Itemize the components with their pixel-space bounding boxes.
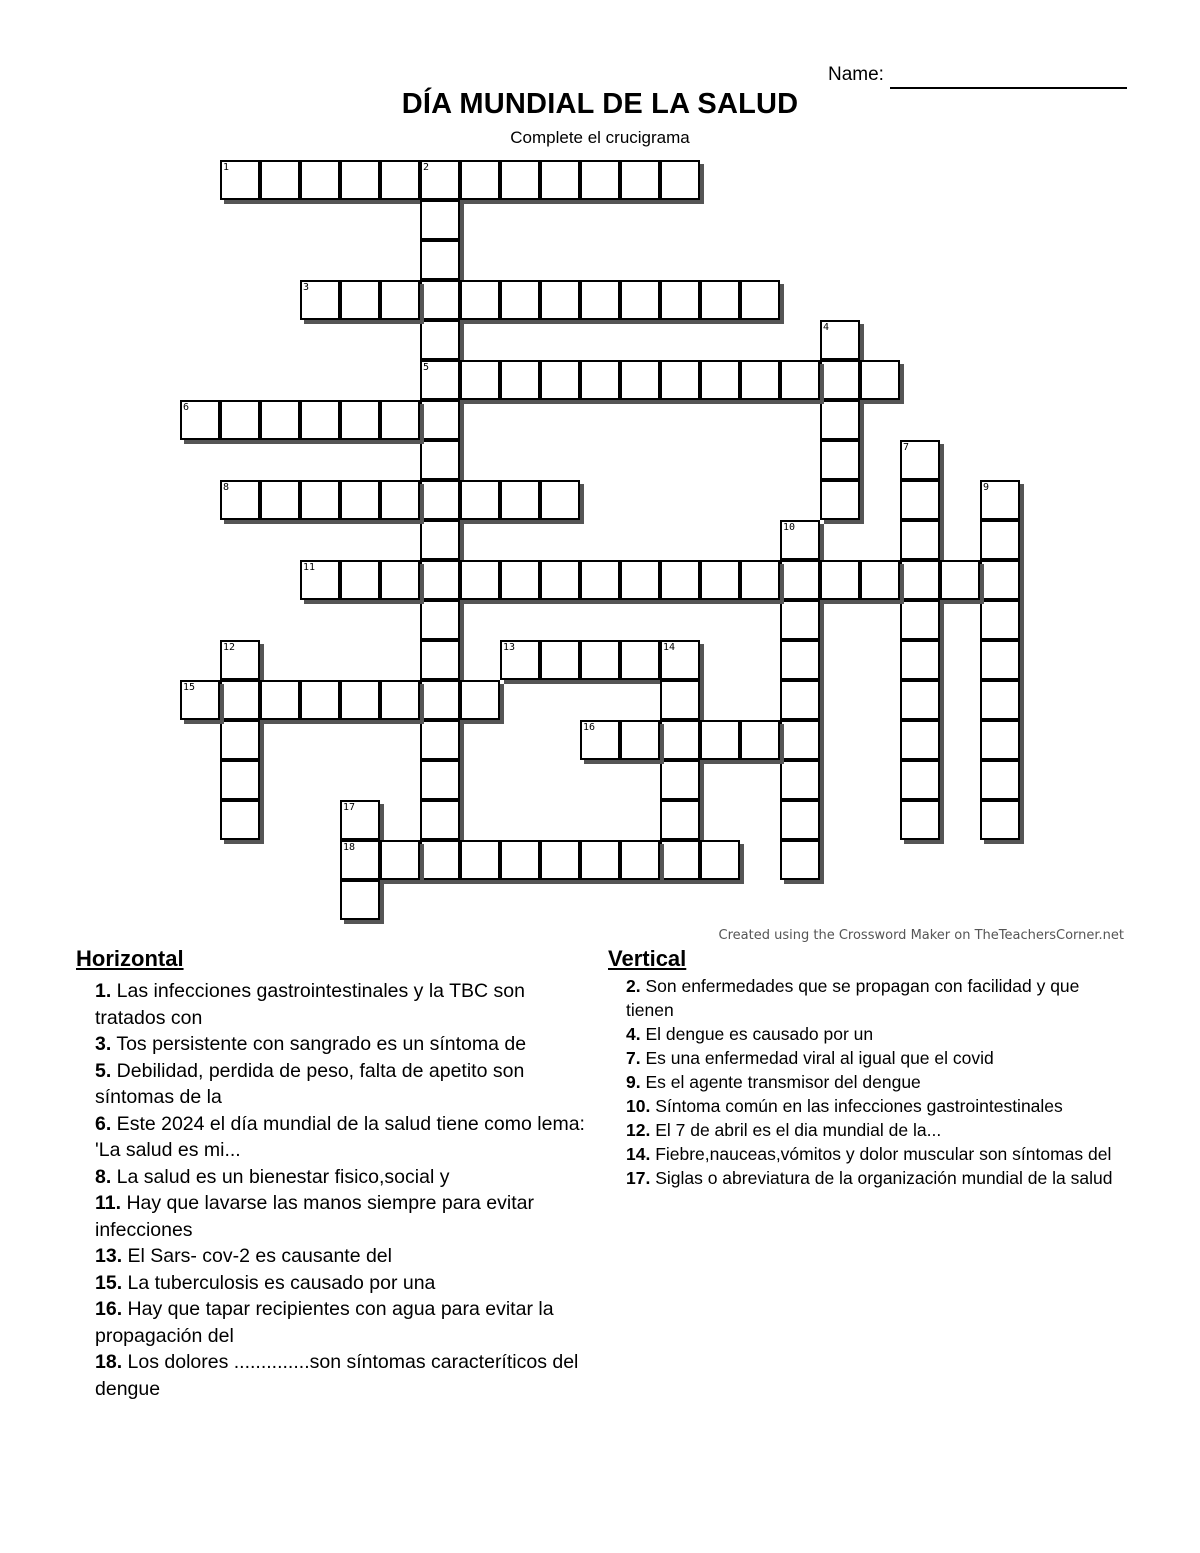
clue-number: 15: [183, 682, 196, 693]
clue-text: Es el agente transmisor del dengue: [640, 1072, 921, 1092]
clue-text: Debilidad, perdida de peso, falta de apetito son síntomas de la: [95, 1059, 525, 1108]
crossword-cell[interactable]: [740, 560, 780, 600]
crossword-cell[interactable]: [420, 360, 460, 400]
crossword-cell[interactable]: [220, 680, 260, 720]
clue-text: El dengue es causado por un: [640, 1024, 874, 1044]
crossword-cell[interactable]: [780, 600, 820, 640]
down-clue: [626, 1142, 1126, 1166]
crossword-cell[interactable]: [300, 160, 340, 200]
crossword-cell[interactable]: [980, 640, 1020, 680]
crossword-cell[interactable]: [900, 760, 940, 800]
crossword-cell[interactable]: [820, 440, 860, 480]
crossword-cell[interactable]: [660, 760, 700, 800]
crossword-cell[interactable]: [580, 840, 620, 880]
crossword-cell[interactable]: [220, 160, 260, 200]
crossword-cell[interactable]: [620, 360, 660, 400]
clue-text: Las infecciones gastrointestinales y la TBC son tratados con: [95, 980, 525, 1029]
crossword-cell[interactable]: [460, 840, 500, 880]
clue-num: 10.: [626, 1096, 651, 1116]
crossword-cell[interactable]: [540, 480, 580, 520]
crossword-cell[interactable]: [940, 560, 980, 600]
clue-num: 16.: [95, 1298, 123, 1320]
across-clue: [95, 1190, 595, 1243]
crossword-cell[interactable]: [660, 840, 700, 880]
clue-num: 13.: [95, 1245, 123, 1267]
clue-number: 2: [423, 162, 430, 173]
crossword-cell[interactable]: [500, 160, 540, 200]
clue-text: El Sars- cov-2 es causante del: [122, 1245, 392, 1267]
crossword-cell[interactable]: [860, 560, 900, 600]
crossword-cell[interactable]: [340, 280, 380, 320]
clue-number: 13: [503, 642, 516, 653]
clue-num: 1.: [95, 980, 112, 1002]
crossword-cell[interactable]: [980, 480, 1020, 520]
clue-number: 3: [303, 282, 310, 293]
clue-number: 4: [823, 322, 830, 333]
crossword-cell[interactable]: [820, 360, 860, 400]
down-clue: [626, 1166, 1126, 1190]
crossword-cell[interactable]: [180, 400, 220, 440]
crossword-cell[interactable]: [380, 840, 420, 880]
crossword-cell[interactable]: [980, 760, 1020, 800]
crossword-cell[interactable]: [340, 680, 380, 720]
crossword-cell[interactable]: [500, 560, 540, 600]
clue-text: Fiebre,nauceas,vómitos y dolor muscular son síntomas del: [650, 1144, 1112, 1164]
crossword-cell[interactable]: [980, 720, 1020, 760]
crossword-cell[interactable]: [420, 400, 460, 440]
clue-num: 15.: [95, 1271, 123, 1294]
crossword-cell[interactable]: [660, 560, 700, 600]
crossword-cell[interactable]: [820, 560, 860, 600]
crossword-cell[interactable]: [780, 520, 820, 560]
crossword-cell[interactable]: [420, 640, 460, 680]
crossword-cell[interactable]: [220, 720, 260, 760]
crossword-cell[interactable]: [980, 680, 1020, 720]
crossword-cell[interactable]: [820, 400, 860, 440]
clue-text: La tuberculosis es causado por una: [122, 1271, 436, 1294]
name-label: Name:: [828, 64, 884, 85]
clue-text: El 7 de abril es el dia mundial de la...: [650, 1120, 942, 1140]
clue-number: 9: [983, 482, 990, 493]
crossword-cell[interactable]: [420, 440, 460, 480]
crossword-cell[interactable]: [580, 560, 620, 600]
clue-number: 8: [223, 482, 230, 493]
crossword-cell[interactable]: [420, 560, 460, 600]
clue-num: 12.: [626, 1120, 651, 1140]
crossword-cell[interactable]: [660, 800, 700, 840]
crossword-cell[interactable]: [540, 840, 580, 880]
crossword-cell[interactable]: [420, 720, 460, 760]
crossword-cell[interactable]: [620, 160, 660, 200]
crossword-cell[interactable]: [220, 760, 260, 800]
clue-text: Son enfermedades que se propagan con facilidad y que tienen: [626, 976, 1080, 1020]
crossword-cell[interactable]: [380, 160, 420, 200]
crossword-cell[interactable]: [420, 280, 460, 320]
crossword-cell[interactable]: [340, 800, 380, 840]
crossword-cell[interactable]: [660, 640, 700, 680]
crossword-cell[interactable]: [780, 720, 820, 760]
clue-num: 17.: [626, 1168, 651, 1188]
crossword-cell[interactable]: [380, 680, 420, 720]
crossword-cell[interactable]: [700, 280, 740, 320]
crossword-cell[interactable]: [780, 640, 820, 680]
crossword-cell[interactable]: [780, 360, 820, 400]
crossword-cell[interactable]: [980, 600, 1020, 640]
crossword-cell[interactable]: [740, 280, 780, 320]
across-heading: Horizontal: [76, 946, 184, 971]
down-heading: Vertical: [608, 946, 687, 971]
crossword-cell[interactable]: [900, 560, 940, 600]
crossword-cell[interactable]: [540, 160, 580, 200]
clue-num: 3.: [95, 1033, 112, 1055]
crossword-cell[interactable]: [780, 800, 820, 840]
crossword-cell[interactable]: [460, 280, 500, 320]
clue-num: 5.: [95, 1059, 112, 1082]
crossword-cell[interactable]: [300, 680, 340, 720]
clue-number: 7: [903, 442, 910, 453]
crossword-cell[interactable]: [700, 360, 740, 400]
clue-text: Tos persistente con sangrado es un síntoma de: [111, 1033, 527, 1055]
clue-num: 18.: [95, 1351, 123, 1373]
clue-text: Hay que lavarse las manos siempre para evitar infecciones: [95, 1192, 534, 1241]
crossword-cell[interactable]: [500, 360, 540, 400]
crossword-cell[interactable]: [420, 800, 460, 840]
crossword-cell[interactable]: [780, 840, 820, 880]
crossword-cell[interactable]: [900, 520, 940, 560]
across-clue: [95, 1296, 595, 1349]
crossword-cell[interactable]: [380, 480, 420, 520]
credit-text: Created using the Crossword Maker on TheTeachersCorner.net: [718, 928, 1124, 943]
across-clues: [95, 978, 595, 1402]
crossword-cell[interactable]: [900, 440, 940, 480]
crossword-cell[interactable]: [780, 760, 820, 800]
clue-num: 4.: [626, 1024, 641, 1044]
across-clue: [95, 1031, 595, 1058]
crossword-cell[interactable]: [540, 560, 580, 600]
crossword-cell[interactable]: [980, 520, 1020, 560]
crossword-cell[interactable]: [540, 360, 580, 400]
crossword-cell[interactable]: [620, 640, 660, 680]
crossword-cell[interactable]: [420, 680, 460, 720]
crossword-cell[interactable]: [660, 280, 700, 320]
crossword-cell[interactable]: [540, 280, 580, 320]
crossword-cell[interactable]: [260, 680, 300, 720]
clue-num: 11.: [95, 1192, 122, 1214]
crossword-cell[interactable]: [420, 160, 460, 200]
crossword-cell[interactable]: [580, 720, 620, 760]
crossword-cell[interactable]: [740, 720, 780, 760]
clue-number: 14: [663, 642, 676, 653]
crossword-cell[interactable]: [620, 720, 660, 760]
crossword-cell[interactable]: [420, 480, 460, 520]
crossword-cell[interactable]: [340, 480, 380, 520]
across-clue: [95, 1111, 595, 1164]
crossword-cell[interactable]: [740, 360, 780, 400]
crossword-cell[interactable]: [340, 160, 380, 200]
crossword-cell[interactable]: [220, 480, 260, 520]
down-clue: [626, 1046, 1126, 1070]
down-clue: [626, 1094, 1126, 1118]
crossword-cell[interactable]: [620, 560, 660, 600]
page-title: DÍA MUNDIAL DE LA SALUD: [401, 88, 799, 120]
crossword-cell[interactable]: [300, 480, 340, 520]
crossword-cell[interactable]: [700, 840, 740, 880]
page-subtitle: Complete el crucigrama: [510, 128, 690, 147]
across-clue: [95, 1349, 595, 1402]
crossword-cell[interactable]: [900, 680, 940, 720]
crossword-cell[interactable]: [260, 160, 300, 200]
crossword-cell[interactable]: [500, 280, 540, 320]
crossword-cell[interactable]: [420, 520, 460, 560]
crossword-cell[interactable]: [420, 840, 460, 880]
crossword-cell[interactable]: [460, 160, 500, 200]
clue-number: 5: [423, 362, 430, 373]
crossword-cell[interactable]: [660, 160, 700, 200]
crossword-cell[interactable]: [980, 560, 1020, 600]
crossword-cell[interactable]: [900, 800, 940, 840]
crossword-cell[interactable]: [420, 320, 460, 360]
across-clue: [95, 978, 595, 1031]
crossword-cell[interactable]: [180, 680, 220, 720]
crossword-cell[interactable]: [580, 280, 620, 320]
across-clue: [95, 1164, 595, 1191]
crossword-cell[interactable]: [420, 760, 460, 800]
crossword-cell[interactable]: [660, 720, 700, 760]
crossword-cell[interactable]: [580, 640, 620, 680]
crossword-cell[interactable]: [340, 880, 380, 920]
clue-number: 12: [223, 642, 236, 653]
crossword-cell[interactable]: [260, 400, 300, 440]
crossword-cell[interactable]: [900, 480, 940, 520]
clue-num: 9.: [626, 1072, 641, 1092]
clue-number: 10: [783, 522, 796, 533]
crossword-cell[interactable]: [900, 640, 940, 680]
crossword-cell[interactable]: [300, 280, 340, 320]
crossword-cell[interactable]: [980, 800, 1020, 840]
crossword-cell[interactable]: [420, 200, 460, 240]
crossword-cell[interactable]: [540, 640, 580, 680]
clue-num: 14.: [626, 1144, 651, 1164]
crossword-cell[interactable]: [460, 680, 500, 720]
clue-number: 16: [583, 722, 596, 733]
clue-num: 6.: [95, 1112, 112, 1135]
down-clue: [626, 1070, 1126, 1094]
clue-num: 7.: [626, 1048, 641, 1068]
crossword-cell[interactable]: [460, 360, 500, 400]
crossword-cell[interactable]: [460, 560, 500, 600]
crossword-cell[interactable]: [620, 840, 660, 880]
crossword-cell[interactable]: [820, 320, 860, 360]
crossword-cell[interactable]: [900, 720, 940, 760]
clue-text: Hay que tapar recipientes con agua para evitar la propagación del: [95, 1298, 554, 1347]
crossword-cell[interactable]: [220, 640, 260, 680]
crossword-cell[interactable]: [860, 360, 900, 400]
down-clue: [626, 974, 1126, 1022]
across-clue: [95, 1243, 595, 1270]
crossword-cell[interactable]: [300, 400, 340, 440]
crossword-cell[interactable]: [580, 160, 620, 200]
crossword-cell[interactable]: [260, 480, 300, 520]
clue-text: Este 2024 el día mundial de la salud tiene como lema: 'La salud es mi...: [95, 1112, 585, 1161]
crossword-cell[interactable]: [340, 400, 380, 440]
clue-num: 2.: [626, 976, 641, 996]
clue-text: Los dolores ..............son síntomas caracteríticos del dengue: [95, 1351, 579, 1400]
clue-number: 17: [343, 802, 356, 813]
crossword-cell[interactable]: [660, 360, 700, 400]
crossword-cell[interactable]: [780, 560, 820, 600]
clue-number: 11: [303, 562, 316, 573]
crossword-cell[interactable]: [300, 560, 340, 600]
crossword-cell[interactable]: [500, 480, 540, 520]
crossword-cell[interactable]: [900, 600, 940, 640]
crossword-cell[interactable]: [500, 840, 540, 880]
crossword-cell[interactable]: [700, 560, 740, 600]
crossword-cell[interactable]: [220, 400, 260, 440]
crossword-cell[interactable]: [420, 600, 460, 640]
clue-text: Siglas o abreviatura de la organización mundial de la salud: [650, 1168, 1113, 1188]
clue-text: La salud es un bienestar fisico,social y: [111, 1165, 450, 1188]
down-clues: [626, 974, 1126, 1190]
crossword-cell[interactable]: [340, 560, 380, 600]
crossword-cell[interactable]: [380, 400, 420, 440]
clue-text: Síntoma común en las infecciones gastrointestinales: [650, 1096, 1063, 1116]
crossword-cell[interactable]: [580, 360, 620, 400]
crossword-cell[interactable]: [220, 800, 260, 840]
clue-number: 18: [343, 842, 356, 853]
across-clue: [95, 1270, 595, 1297]
crossword-cell[interactable]: [780, 680, 820, 720]
crossword-cell[interactable]: [420, 240, 460, 280]
crossword-cell[interactable]: [380, 560, 420, 600]
crossword-cell[interactable]: [620, 280, 660, 320]
crossword-cell[interactable]: [340, 840, 380, 880]
clue-number: 1: [223, 162, 230, 173]
crossword-cell[interactable]: [700, 720, 740, 760]
across-clue: [95, 1058, 595, 1111]
crossword-cell[interactable]: [460, 480, 500, 520]
crossword-cell[interactable]: [500, 640, 540, 680]
clue-num: 8.: [95, 1165, 112, 1188]
crossword-cell[interactable]: [660, 680, 700, 720]
clue-text: Es una enfermedad viral al igual que el covid: [640, 1048, 994, 1068]
down-clue: [626, 1022, 1126, 1046]
down-clue: [626, 1118, 1126, 1142]
clue-number: 6: [183, 402, 190, 413]
crossword-cell[interactable]: [820, 480, 860, 520]
crossword-cell[interactable]: [380, 280, 420, 320]
